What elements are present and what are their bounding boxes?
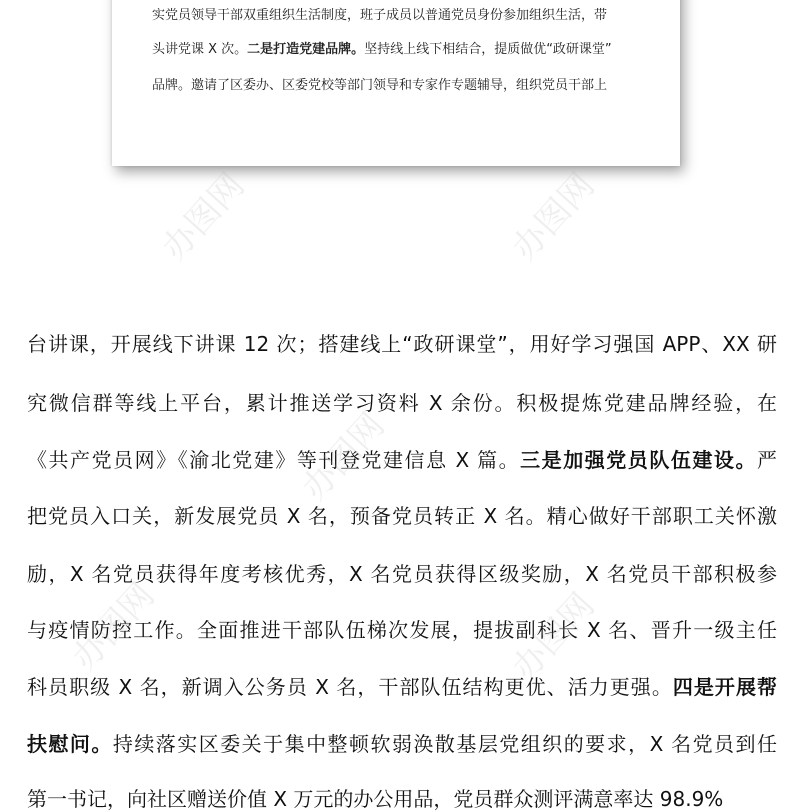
body-line-5: 励，X 名党员获得年度考核优秀，X 名党员获得区级奖励，X 名党员干部积极参	[27, 562, 777, 586]
body-line-4: 把党员入口关，新发展党员 X 名，预备党员转正 X 名。精心做好干部职工关怀激	[27, 504, 777, 528]
card-line-3: 品牌。邀请了区委办、区委党校等部门领导和专家作专题辅导，组织党员干部上	[152, 78, 608, 93]
watermark: 办图网	[504, 165, 603, 269]
watermark: 办图网	[64, 575, 163, 679]
watermark: 办图网	[154, 165, 253, 269]
body-line-2: 究微信群等线上平台，累计推送学习资料 X 余份。积极提炼党建品牌经验，在	[27, 391, 777, 415]
watermark: 办图网	[504, 585, 603, 689]
card-line-1: 实党员领导干部双重组织生活制度，班子成员以普通党员身份参加组织生活，带	[152, 8, 608, 23]
heading-four: 四是开展帮	[672, 675, 777, 699]
body-line-8: 扶慰问。持续落实区委关于集中整顿软弱涣散基层党组织的要求，X 名党员到任	[27, 732, 777, 756]
watermark: 办图网	[294, 405, 393, 509]
body-line-3: 《共产党员网》《渝北党建》等刊登党建信息 X 篇。三是加强党员队伍建设。严	[27, 448, 777, 472]
heading-three: 三是加强党员队伍建设。	[520, 448, 757, 472]
body-line-9: 第一书记，向社区赠送价值 X 万元的办公用品，党员群众测评满意率达 98.9%	[27, 787, 724, 811]
card-heading: 二是打造党建品牌。	[247, 42, 365, 57]
card-line-2: 头讲党课 X 次。二是打造党建品牌。坚持线上线下相结合，提质做优“政研课堂”	[152, 42, 612, 57]
body-line-7: 科员职级 X 名，新调入公务员 X 名，干部队伍结构更优、活力更强。四是开展帮	[27, 675, 777, 699]
document-excerpt-card	[112, 0, 680, 166]
body-line-6: 与疫情防控工作。全面推进干部队伍梯次发展，提拔副科长 X 名、晋升一级主任	[27, 618, 777, 642]
heading-four-cont: 扶慰问。	[27, 732, 113, 756]
body-line-1: 台讲课，开展线下讲课 12 次；搭建线上“政研课堂”，用好学习强国 APP、XX 研	[27, 332, 777, 356]
